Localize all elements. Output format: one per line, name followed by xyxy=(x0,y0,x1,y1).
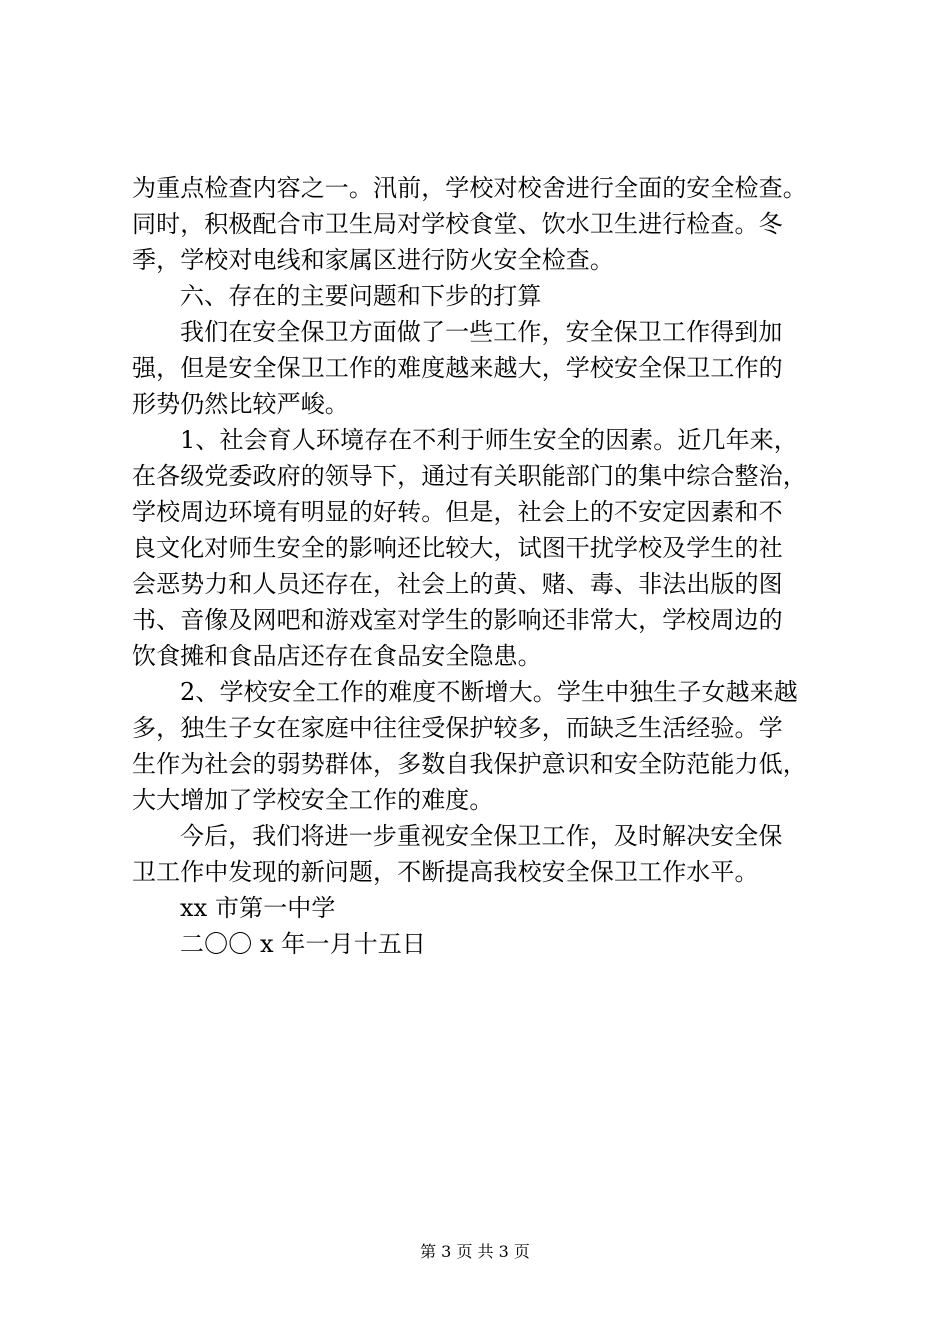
text-line-12: 会恶势力和人员还存在，社会上的黄、赌、毒、非法出版的图 xyxy=(132,570,783,598)
document-body xyxy=(132,170,844,962)
text-line-13: 书、音像及网吧和游戏室对学生的影响还非常大，学校周边的 xyxy=(132,606,783,634)
text-line-18: 大大增加了学校安全工作的难度。 xyxy=(132,786,494,814)
text-line-8: 1、社会育人环境存在不利于师生安全的因素。近几年来， xyxy=(180,426,798,454)
text-line-2: 同时，积极配合市卫生局对学校食堂、饮水卫生进行检查。冬 xyxy=(132,210,783,238)
text-line-10: 学校周边环境有明显的好转。但是，社会上的不安定因素和不 xyxy=(132,498,783,526)
text-line-5: 我们在安全保卫方面做了一些工作，安全保卫工作得到加 xyxy=(180,318,783,346)
section-heading: 六、存在的主要问题和下步的打算 xyxy=(180,282,542,310)
signature-school: xx 市第一中学 xyxy=(180,894,336,922)
text-line-15: 2、学校安全工作的难度不断增大。学生中独生子女越来越 xyxy=(180,678,798,706)
text-line-11: 良文化对师生安全的影响还比较大，试图干扰学校及学生的社 xyxy=(132,534,783,562)
text-line-16: 多，独生子女在家庭中往往受保护较多，而缺乏生活经验。学 xyxy=(132,714,783,742)
text-line-19: 今后，我们将进一步重视安全保卫工作，及时解决安全保 xyxy=(180,822,783,850)
text-line-6: 强，但是安全保卫工作的难度越来越大，学校安全保卫工作的 xyxy=(132,354,783,382)
signature-date: 二〇〇 x 年一月十五日 xyxy=(180,930,426,958)
text-line-20: 卫工作中发现的新问题，不断提高我校安全保卫工作水平。 xyxy=(132,858,759,886)
text-line-7: 形势仍然比较严峻。 xyxy=(132,390,349,418)
text-line-3: 季，学校对电线和家属区进行防火安全检查。 xyxy=(132,246,614,274)
text-line-14: 饮食摊和食品店还存在食品安全隐患。 xyxy=(132,642,542,670)
text-line-17: 生作为社会的弱势群体，多数自我保护意识和安全防范能力低， xyxy=(132,750,807,778)
text-line-1: 为重点检查内容之一。汛前，学校对校舍进行全面的安全检查。 xyxy=(132,174,807,202)
text-line-9: 在各级党委政府的领导下，通过有关职能部门的集中综合整治， xyxy=(132,462,807,490)
page-footer: 第 3 页 共 3 页 xyxy=(420,1242,530,1261)
